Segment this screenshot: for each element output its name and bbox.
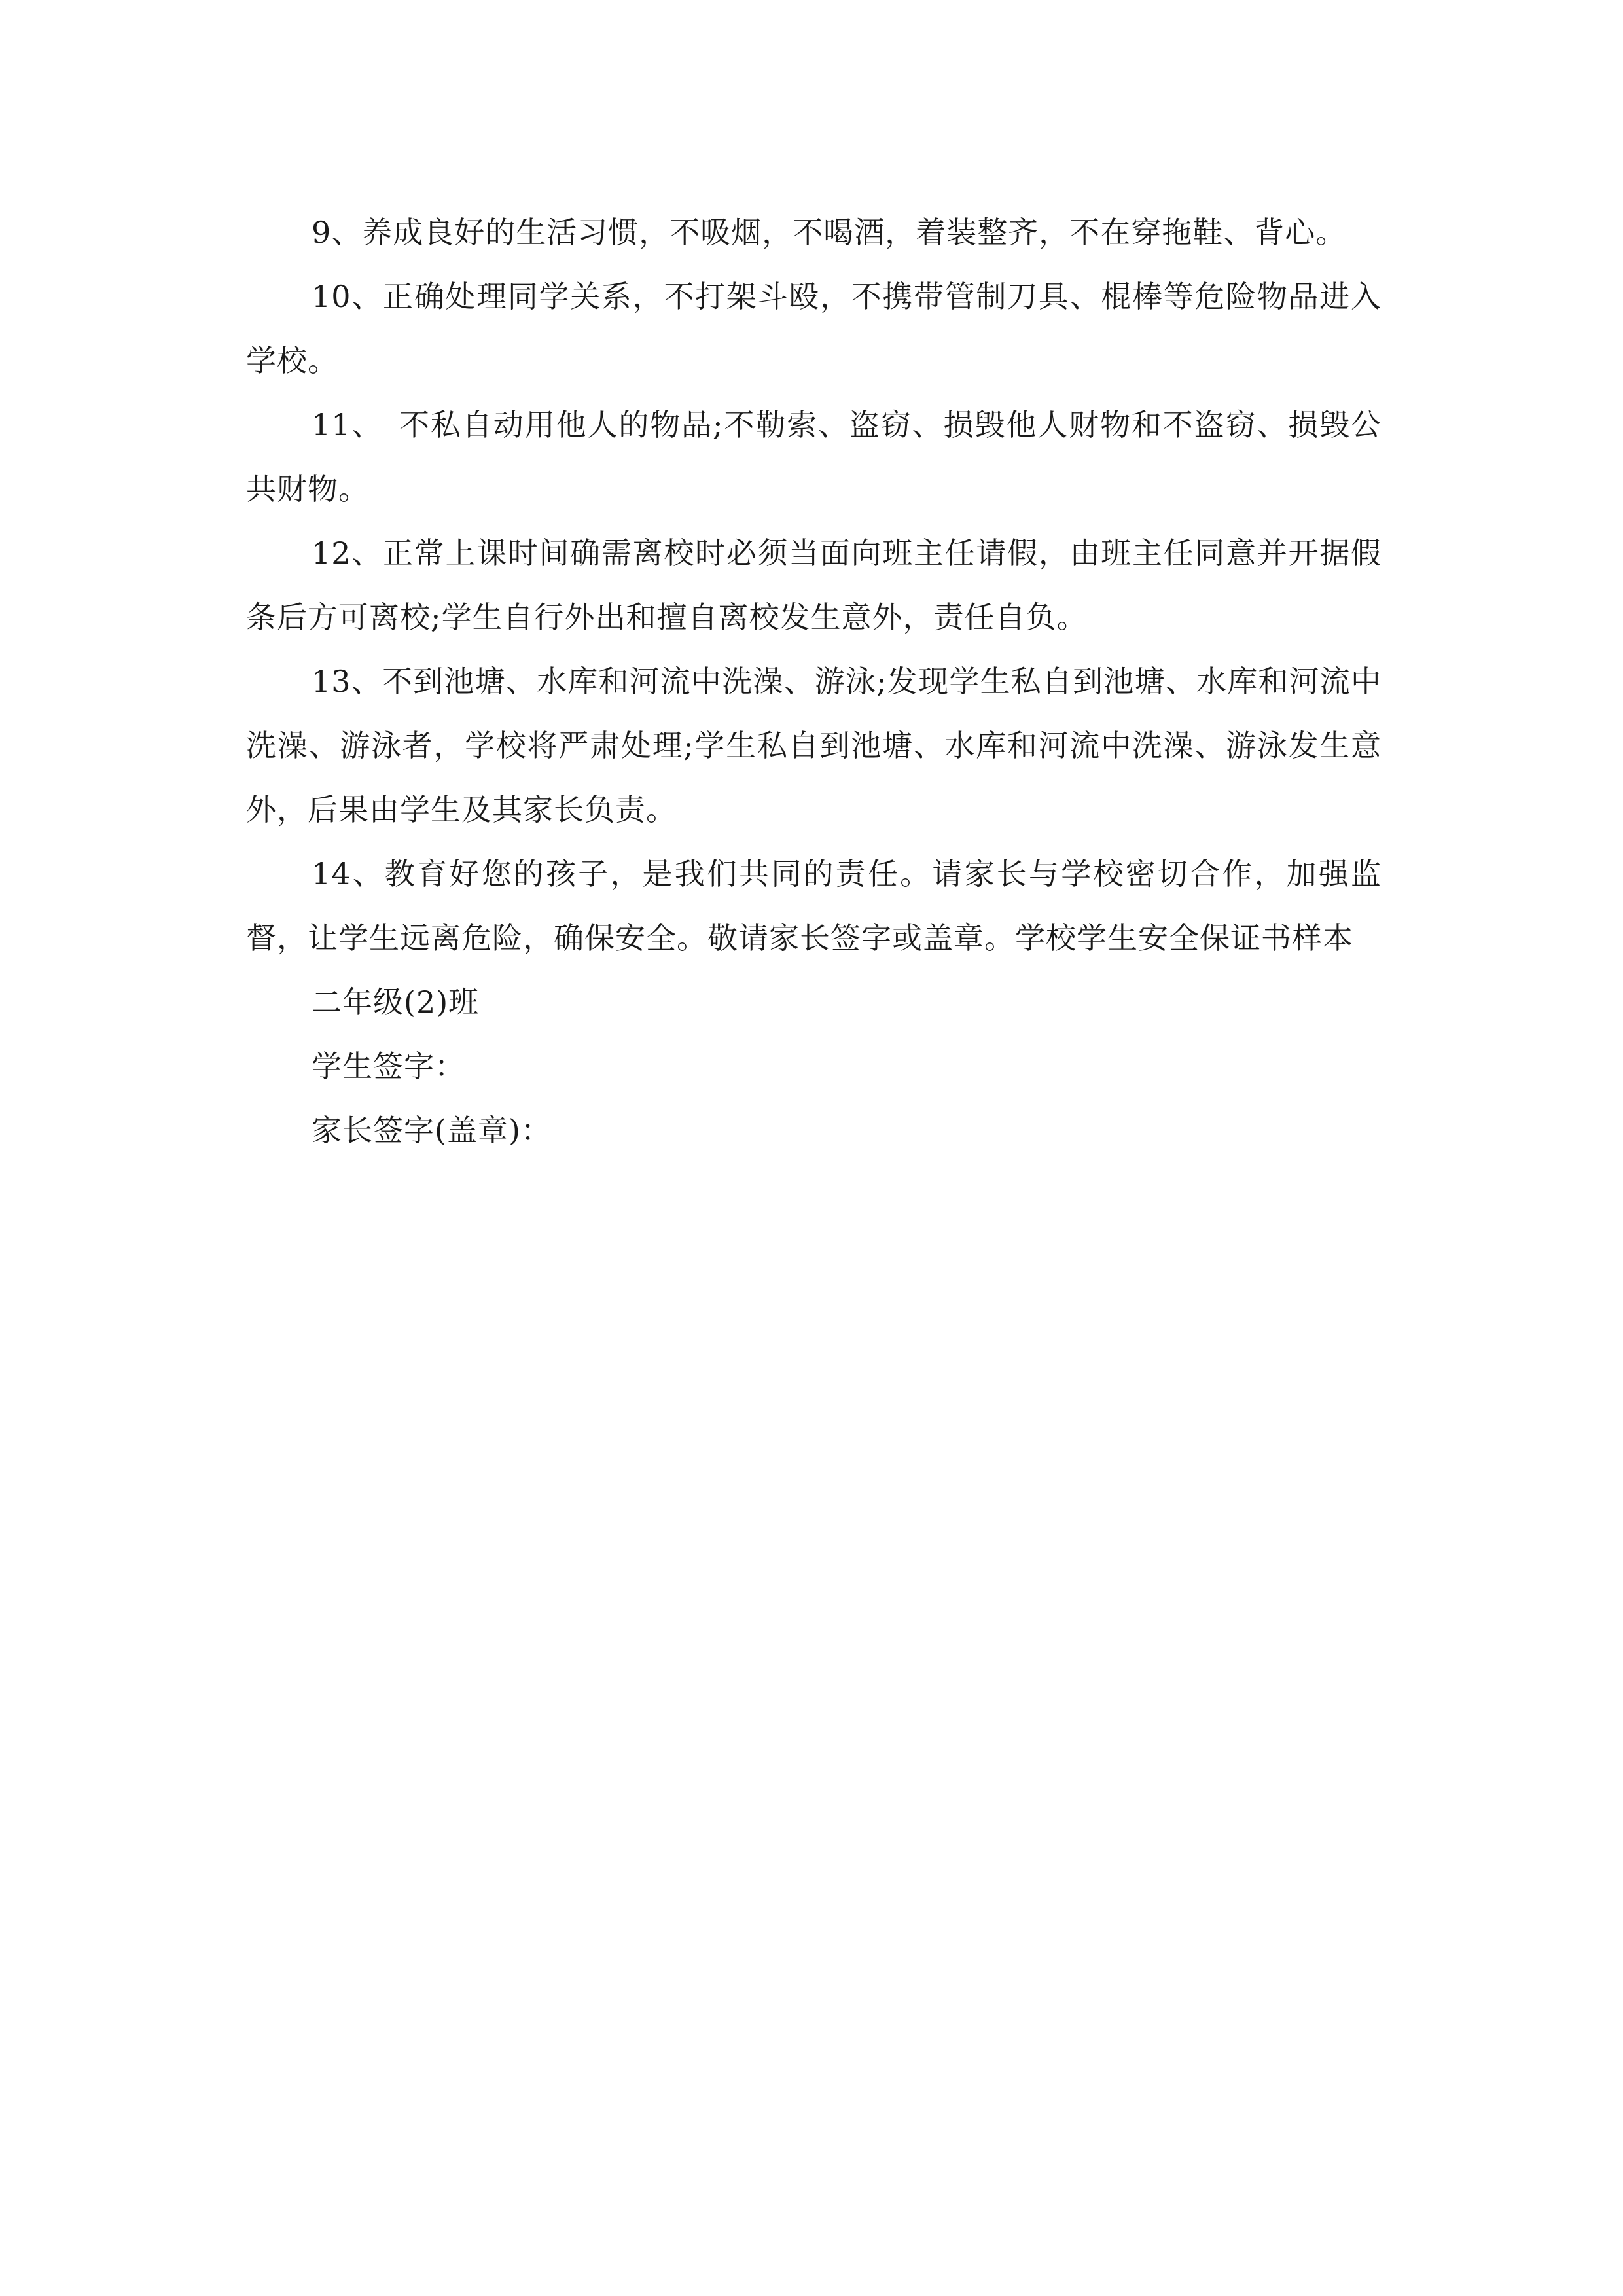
- paragraph-item-9: 9、养成良好的生活习惯，不吸烟，不喝酒，着装整齐，不在穿拖鞋、背心。: [312, 215, 1347, 250]
- student-signature-label: 学生签字：: [312, 1049, 465, 1084]
- paragraph-item-14: 14、教育好您的孩子，是我们共同的责任。请家长与学校密切合作，加强监督，让学生远离危险，确保安全。敬请家长签字或盖章。学校学生安全保证书样本: [246, 856, 1382, 956]
- paragraph-item-12: 12、正常上课时间确需离校时必须当面向班主任请假，由班主任同意并开据假条后方可离校;学生自行外出和擅自离校发生意外，责任自负。: [246, 535, 1382, 635]
- document-body: [246, 200, 1382, 1162]
- paragraph-item-13: 13、不到池塘、水库和河流中洗澡、游泳;发现学生私自到池塘、水库和河流中洗澡、游泳者，学校将严肃处理;学生私自到池塘、水库和河流中洗澡、游泳发生意外，后果由学生及其家长负责。: [246, 664, 1382, 827]
- paragraph-item-11: 11、 不私自动用他人的物品;不勒索、盗窃、损毁他人财物和不盗窃、损毁公共财物。: [246, 407, 1382, 507]
- parent-signature-label: 家长签字(盖章)：: [312, 1113, 552, 1148]
- class-name: 二年级(2)班: [312, 984, 480, 1020]
- paragraph-item-10: 10、正确处理同学关系，不打架斗殴，不携带管制刀具、棍棒等危险物品进入学校。: [246, 279, 1382, 378]
